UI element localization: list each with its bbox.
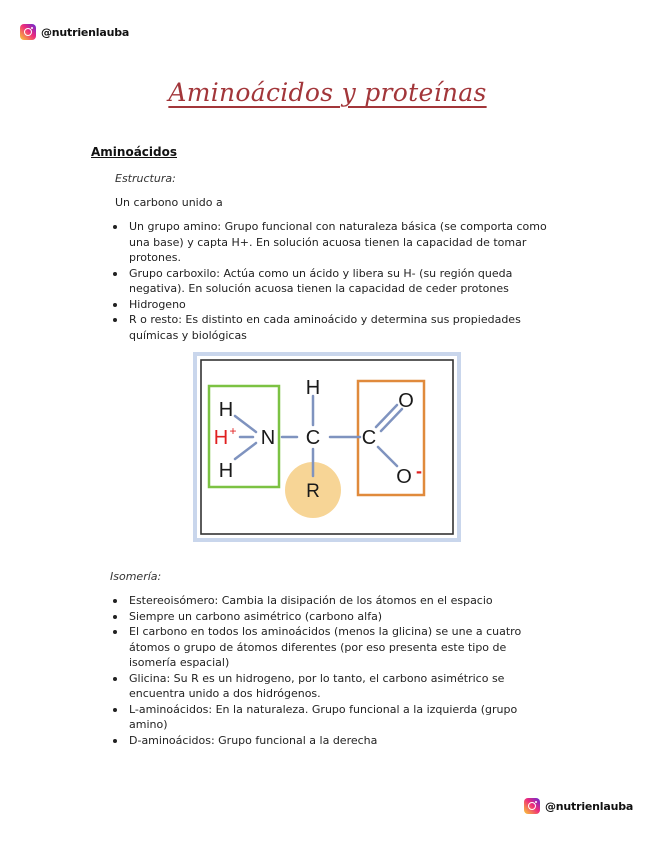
brand-handle: @nutrienlauba [545,799,634,813]
atom-h-plus: H [213,427,229,449]
list-item: Grupo carboxilo: Actúa como un ácido y libera su H- (su región queda negativa). En solución acuosa tienen la capacidad de ceder protones [111,266,556,297]
brand-handle: @nutrienlauba [41,25,130,39]
list-item: D-aminoácidos: Grupo funcional a la derecha [111,733,551,749]
atom-h-top: H [218,399,234,421]
amino-acid-structure-diagram [193,352,461,542]
section-title: Aminoácidos [91,145,177,159]
structure-intro: Un carbono unido a [115,196,223,209]
atom-c-carboxyl: C [361,427,377,449]
atom-o-charge: - [416,461,422,481]
structure-label: Estructura: [115,172,176,185]
atom-o-single: O [396,466,412,488]
list-item: Glicina: Su R es un hidrogeno, por lo tanto, el carbono asimétrico se encuentra unido a dos hidrógenos. [111,671,551,702]
atom-h-alpha: H [305,377,321,399]
list-item: Siempre un carbono asimétrico (carbono alfa) [111,609,551,625]
atom-n: N [260,427,276,449]
atom-h-plus-charge: + [229,424,237,438]
list-item: El carbono en todos los aminoácidos (menos la glicina) se une a cuatro átomos o grupo de átomos diferentes (por eso presenta este tipo de isomería espacial) [111,624,551,671]
isomeria-list [111,593,551,748]
list-item: R o resto: Es distinto en cada aminoácido y determina sus propiedades químicas y biológicas [111,312,556,343]
structure-list [111,219,556,343]
atom-o-double: O [398,390,414,412]
isomeria-label: Isomería: [110,570,162,583]
brand-footer [524,798,633,814]
list-item: Hidrogeno [111,297,556,313]
atom-h-bottom: H [218,460,234,482]
list-item: Un grupo amino: Grupo funcional con naturaleza básica (se comporta como una base) y capta H+. En solución acuosa tienen la capacidad de tomar protones. [111,219,556,266]
instagram-icon [20,24,36,40]
list-item: Estereoisómero: Cambia la disipación de los átomos en el espacio [111,593,551,609]
atom-r: R [306,481,320,502]
brand-header [20,24,129,40]
page-title: Aminoácidos y proteínas [168,78,487,107]
instagram-icon [524,798,540,814]
list-item: L-aminoácidos: En la naturaleza. Grupo funcional a la izquierda (grupo amino) [111,702,551,733]
atom-c-alpha: C [305,427,321,449]
